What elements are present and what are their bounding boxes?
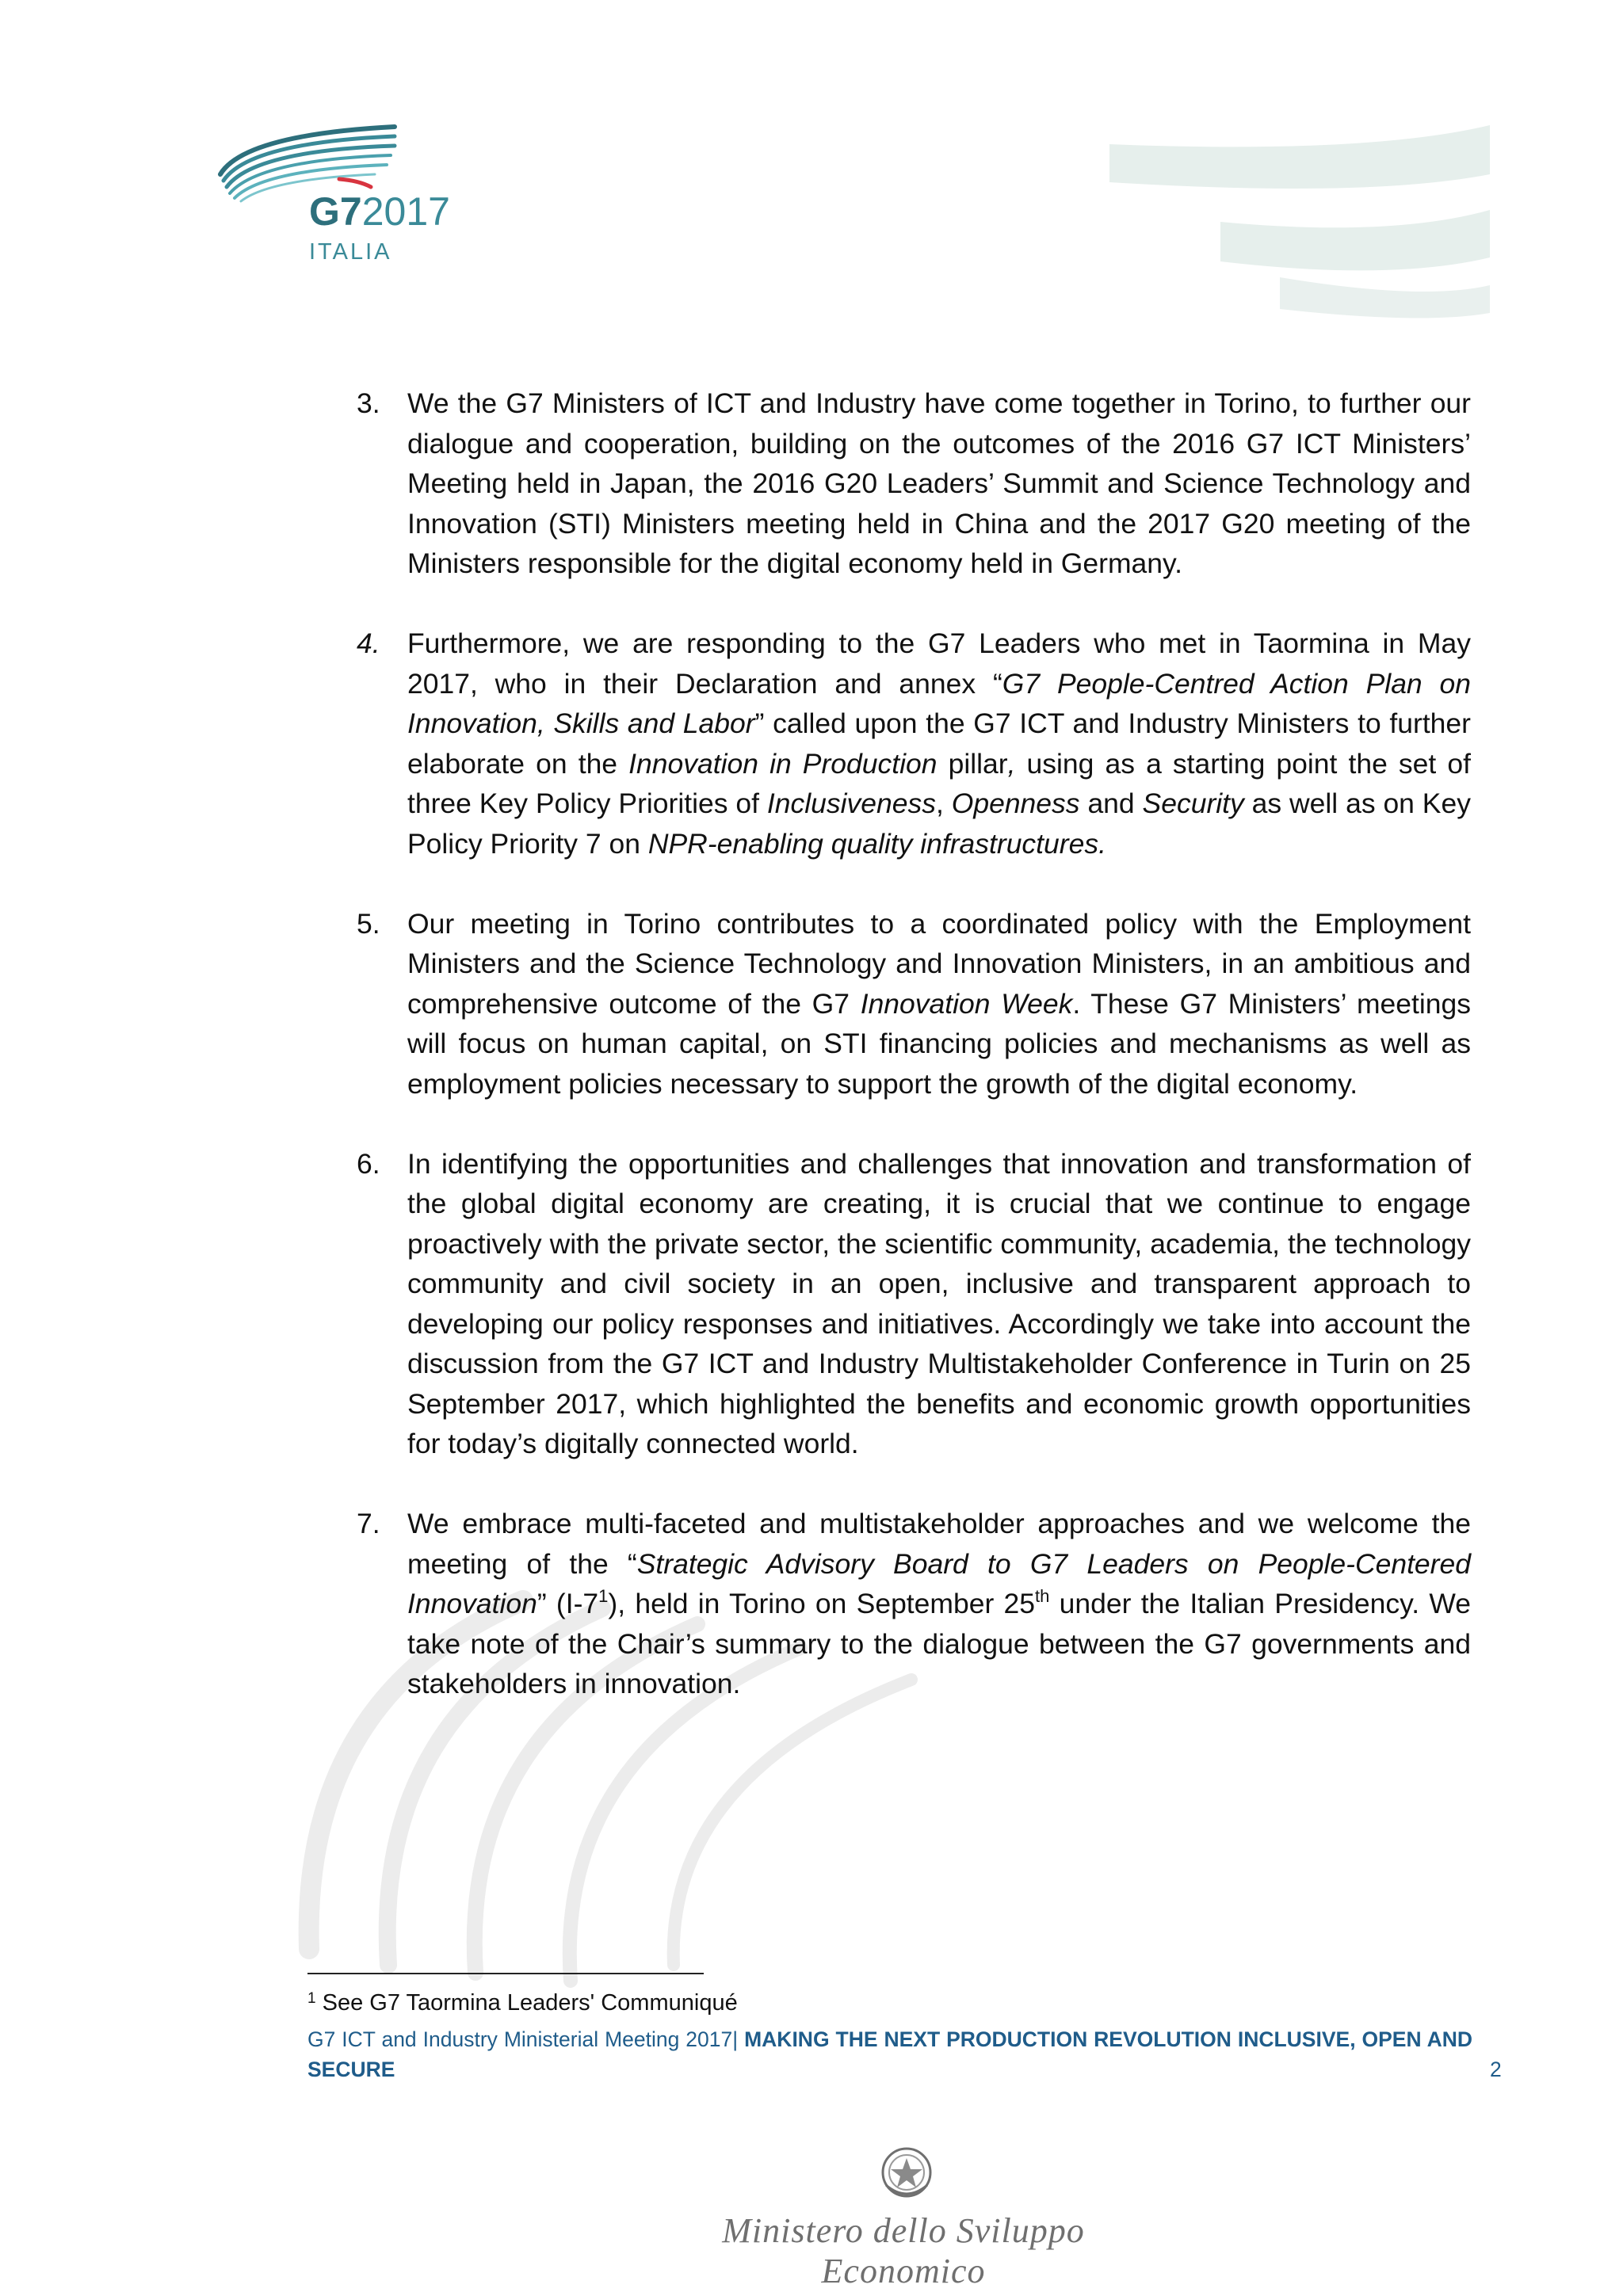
footnote-marker: 1 [307,1990,316,2007]
paragraph-number: 7. [357,1508,380,1539]
superscript: th [1035,1586,1050,1606]
header-decoration [1106,119,1502,325]
footer-theme: MAKING THE NEXT PRODUCTION REVOLUTION INCLUSIVE, OPEN AND SECURE [307,2027,1472,2081]
logo-wordmark: G72017 [309,189,450,234]
paragraph-text: and [1079,788,1143,819]
numbered-paragraph [357,1144,1471,1464]
paragraph-number: 6. [357,1147,380,1180]
paragraph-text: In identifying the opportunities and challenges that innovation and transformation of the global digital economy are creating, it is crucial that we continue to engage proactively with the private sector, the scientific community, academia, the technology community and civil society in an open, inclusive and transparent approach to developing our policy responses and initiatives. Accordingly we take into account the discussion from the G7 ICT and Industry Multistakeholder Conference in Turin on 25 September 2017, which highlighted the benefits and economic growth opportunities for today’s digitally connected world. [407,1147,1471,1459]
g7-italia-logo [212,119,466,277]
document-body [357,383,1471,1744]
footnote [307,1989,1100,2017]
paragraph-text: Furthermore, we are responding to the G7 Leaders who met in Taormina in May 2017, who in their Declaration and annex “ [407,627,1471,700]
numbered-paragraph [357,383,1471,584]
paragraph-number: 3. [357,387,380,419]
italic-text: Strategic Advisory Board to G7 Leaders on People-Centered Innovation [407,1547,1471,1619]
superscript: 1 [598,1586,609,1606]
italic-text: Openness [951,788,1080,819]
italic-text: Innovation in Production [628,747,938,780]
italic-text: G7 People-Centred Action Plan on Innovation, Skills and Labor [407,667,1471,739]
numbered-paragraph [357,624,1471,864]
footnote-rule [307,1973,704,1974]
ministry-name: Ministero dello Sviluppo Economico [722,2211,1085,2290]
paragraph-text: . These G7 Ministers’ meetings will focus on human capital, on STI financing policies and mechanisms as well as employment policies necessary to support the growth of the digital economy. [407,987,1471,1100]
logo-country: ITALIA [309,239,392,265]
paragraph-text: We embrace multi-faceted and multistakeholder approaches and we welcome the meeting of the “ [407,1508,1471,1580]
italic-text: Inclusiveness [766,788,936,819]
footer-event: G7 ICT and Industry Ministerial Meeting 2017 [307,2027,733,2051]
paragraph-text: using as a starting point the set of three Key Policy Priorities of [407,747,1471,819]
paragraph-text: We the G7 Ministers of ICT and Industry have come together in Torino, to further our dialogue and cooperation, building on the outcomes of the 2016 G7 ICT Ministers’ Meeting held in Japan, the 2016 G20 Leaders’ Summit and Science Technology and Innovation (STI) Ministers meeting held in China and the 2017 G20 meeting of the Ministers responsible for the digital economy held in Germany. [407,387,1471,579]
paragraph-text: Our meeting in Torino contributes to a coordinated policy with the Employment Ministers and the Science Technology and Innovation Ministers, in an ambitious and comprehensive outcome of the G7 [407,907,1471,1020]
italic-text: Security [1142,788,1244,819]
paragraph-text: ), held in Torino on September 25 [608,1588,1036,1619]
italian-emblem-icon [875,2139,938,2203]
italic-text: NPR-enabling quality infrastructures. [647,827,1106,860]
paragraph-text: under the Italian Presidency. We take note of the Chair’s summary to the dialogue between the G7 governments and stakeholders in innovation. [407,1588,1471,1699]
numbered-paragraph [357,1504,1471,1704]
paragraph-text: ” (I-7 [537,1588,599,1619]
footnote-text: See G7 Taormina Leaders' Communiqué [315,1990,738,2016]
italic-text: , [1007,747,1016,780]
page-number: 2 [1490,2058,1502,2081]
paragraph-text: as well as on Key Policy Priority 7 on [407,788,1471,860]
paragraph-text: , [935,788,952,819]
page-footer [307,2024,1472,2084]
paragraph-text: pillar [937,747,1008,780]
footer-separator: | [732,2027,739,2051]
italic-text: Innovation Week [860,987,1073,1020]
paragraph-text: ” called upon the G7 ICT and Industry Ministers to further elaborate on the [407,707,1471,780]
paragraph-number: 5. [357,907,380,940]
paragraph-number: 4. [357,627,380,659]
numbered-paragraph [357,904,1471,1104]
